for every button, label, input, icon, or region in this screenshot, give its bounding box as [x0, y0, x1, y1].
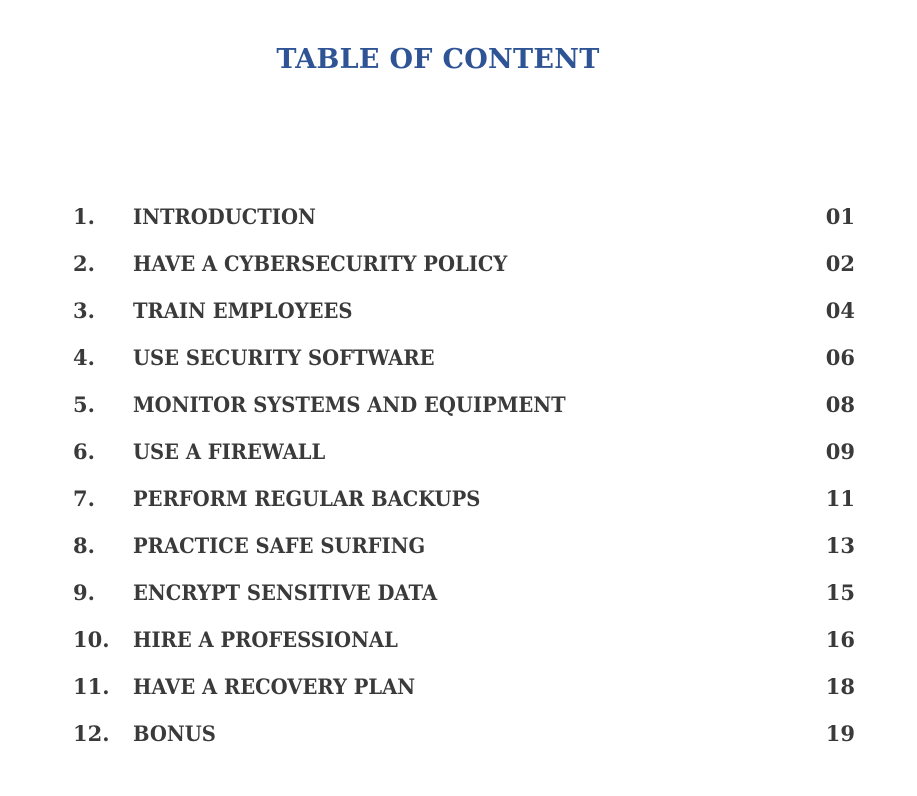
toc-entry	[0, 621, 917, 668]
toc-list	[0, 198, 917, 762]
toc-entry-label: TRAIN EMPLOYEES	[133, 298, 353, 323]
toc-entry-number: 11.	[73, 674, 110, 699]
toc-entry-number: 5.	[73, 392, 95, 417]
toc-entry-label: USE A FIREWALL	[133, 439, 326, 464]
toc-entry-page: 01	[825, 204, 855, 229]
toc-entry	[0, 386, 917, 433]
toc-entry-label: HIRE A PROFESSIONAL	[133, 627, 398, 652]
toc-entry	[0, 198, 917, 245]
toc-entry-page: 09	[825, 439, 855, 464]
toc-entry-page: 16	[825, 627, 855, 652]
toc-entry-label: HAVE A CYBERSECURITY POLICY	[133, 251, 508, 276]
toc-entry-page: 18	[825, 674, 855, 699]
toc-entry-number: 8.	[73, 533, 95, 558]
page-title: TABLE OF CONTENT	[276, 44, 600, 75]
toc-entry	[0, 433, 917, 480]
toc-entry-page: 13	[825, 533, 855, 558]
toc-entry-label: BONUS	[133, 721, 216, 746]
toc-entry-number: 10.	[73, 627, 110, 652]
toc-entry-number: 6.	[73, 439, 95, 464]
toc-entry-label: MONITOR SYSTEMS AND EQUIPMENT	[133, 392, 566, 417]
toc-entry-label: PRACTICE SAFE SURFING	[133, 533, 426, 558]
toc-entry-page: 11	[825, 486, 855, 511]
toc-entry-number: 1.	[73, 204, 95, 229]
toc-entry-page: 02	[825, 251, 855, 276]
toc-entry-label: HAVE A RECOVERY PLAN	[133, 674, 416, 699]
toc-entry	[0, 527, 917, 574]
toc-entry-label: INTRODUCTION	[133, 204, 316, 229]
toc-entry-number: 9.	[73, 580, 95, 605]
toc-entry	[0, 480, 917, 527]
toc-entry-label: ENCRYPT SENSITIVE DATA	[133, 580, 438, 605]
toc-entry	[0, 292, 917, 339]
toc-entry	[0, 339, 917, 386]
toc-entry-number: 12.	[73, 721, 110, 746]
toc-entry-number: 2.	[73, 251, 95, 276]
toc-entry-page: 15	[825, 580, 855, 605]
toc-entry-page: 06	[825, 345, 855, 370]
toc-entry	[0, 668, 917, 715]
toc-entry-number: 4.	[73, 345, 95, 370]
toc-entry-page: 04	[825, 298, 855, 323]
toc-entry	[0, 715, 917, 762]
toc-entry	[0, 245, 917, 292]
toc-entry-number: 3.	[73, 298, 95, 323]
toc-entry-label: PERFORM REGULAR BACKUPS	[133, 486, 481, 511]
toc-entry-label: USE SECURITY SOFTWARE	[133, 345, 435, 370]
toc-entry-page: 19	[825, 721, 855, 746]
toc-entry-page: 08	[825, 392, 855, 417]
toc-entry	[0, 574, 917, 621]
toc-entry-number: 7.	[73, 486, 95, 511]
